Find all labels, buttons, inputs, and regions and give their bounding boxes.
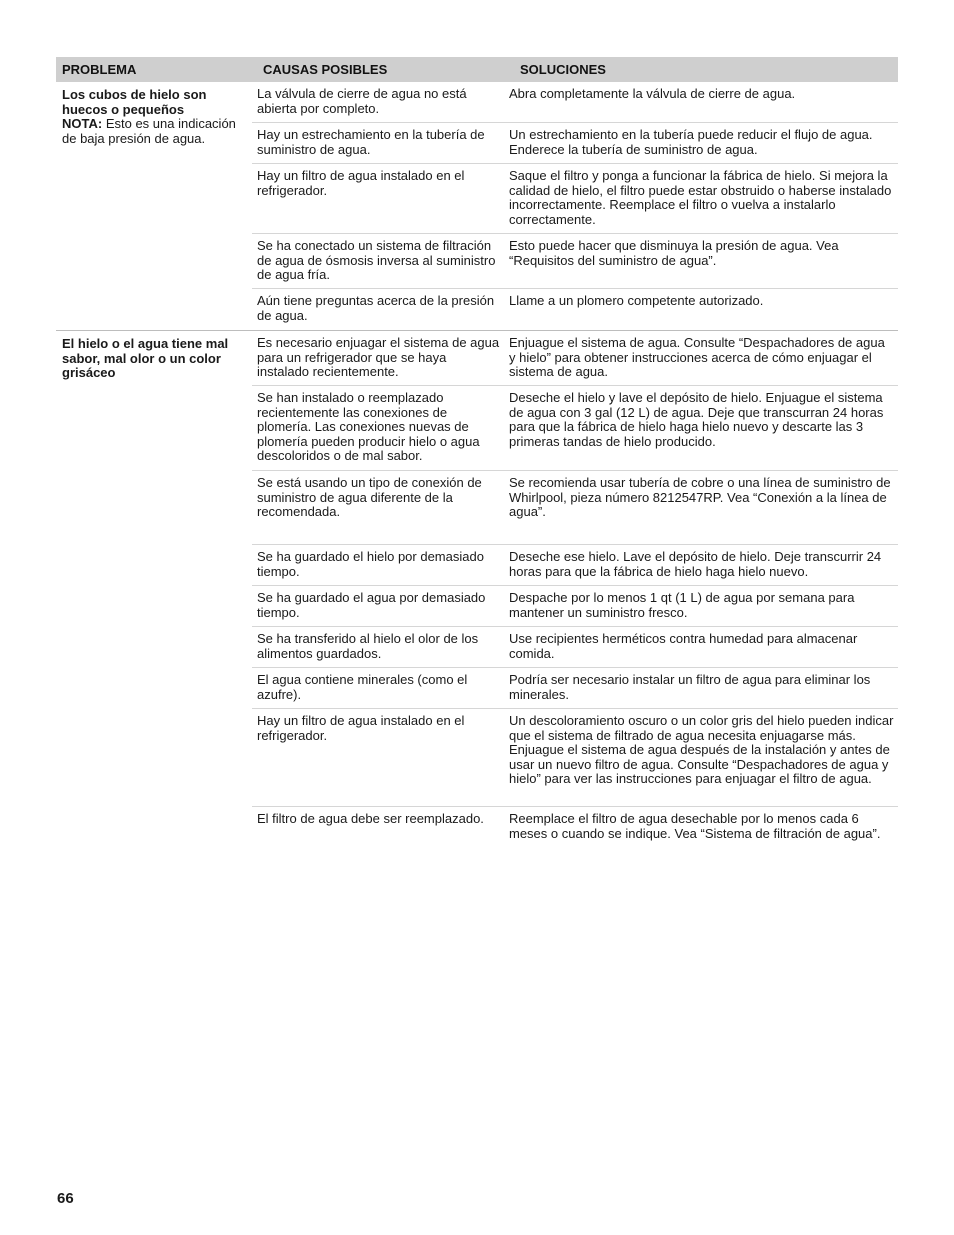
header-soluciones: SOLUCIONES xyxy=(520,62,606,77)
cause-solution-rows xyxy=(252,82,898,330)
table-row xyxy=(252,386,898,471)
solution-cell: Reemplace el filtro de agua desechable por lo menos cada 6 meses o cuando se indique. Vea “Sistema de filtración de agua”. xyxy=(509,811,881,841)
table-row xyxy=(252,123,898,164)
solution-cell: Un estrechamiento en la tubería puede reducir el flujo de agua. Enderece la tubería de suministro de agua. xyxy=(509,127,873,157)
solution-cell: Use recipientes herméticos contra humedad para almacenar comida. xyxy=(509,631,858,661)
table-header xyxy=(56,57,898,82)
solution-cell: Deseche ese hielo. Lave el depósito de hielo. Deje transcurrir 24 horas para que la fábrica de hielo haga hielo nuevo. xyxy=(509,549,882,579)
page-number: 66 xyxy=(57,1190,74,1207)
solution-cell: Enjuague el sistema de agua. Consulte “Despachadores de agua y hielo” para obtener instrucciones acerca de cómo enjuagar el sistema de agua. xyxy=(509,335,885,380)
solution-cell: Despache por lo menos 1 qt (1 L) de agua por semana para mantener un suministro fresco. xyxy=(509,590,855,620)
troubleshooting-table xyxy=(56,57,898,863)
solution-cell: Deseche el hielo y lave el depósito de hielo. Enjuague el sistema de agua con 3 gal (12 L) de agua. Deje que transcurran 24 horas para que la fábrica de hielo haga hielo nuevo y descarte las 3 primeras tandas de hielo producido. xyxy=(509,390,884,449)
table-row xyxy=(252,668,898,709)
problem-cell xyxy=(56,82,252,330)
problem-title: Los cubos de hielo son huecos o pequeños xyxy=(62,87,207,117)
table-row xyxy=(252,331,898,386)
solution-cell: Podría ser necesario instalar un filtro de agua para eliminar los minerales. xyxy=(509,672,871,702)
cause-cell: Se ha guardado el hielo por demasiado tiempo. xyxy=(257,549,484,579)
problem-cell xyxy=(56,331,252,863)
table-row xyxy=(252,807,898,863)
note-label: NOTA: xyxy=(62,116,103,132)
cause-cell: El filtro de agua debe ser reemplazado. xyxy=(257,811,484,826)
table-row xyxy=(252,234,898,289)
problem-title: El hielo o el agua tiene mal sabor, mal olor o un color grisáceo xyxy=(62,336,229,381)
table-row xyxy=(252,164,898,234)
note-text: Esto es una indicación de baja presión de agua. xyxy=(62,116,236,146)
header-causas: CAUSAS POSIBLES xyxy=(263,62,388,77)
table-row xyxy=(252,709,898,807)
solution-cell: Un descoloramiento oscuro o un color gris del hielo pueden indicar que el sistema de filtrado de agua necesita enjuagarse más. Enjuague el sistema de agua después de la instalación y antes de usar un nuevo filtro de agua. Consulte “Despachadores de agua y hielo” para ver las instrucciones para enjuagar el filtro de agua. xyxy=(509,713,894,787)
cause-cell: La válvula de cierre de agua no está abierta por completo. xyxy=(257,86,467,116)
cause-cell: Se está usando un tipo de conexión de suministro de agua diferente de la recomendada. xyxy=(257,475,482,520)
cause-cell: Se han instalado o reemplazado recientemente las conexiones de plomería. Las conexiones nuevas de plomería pueden producir hielo o agua descoloridos o de mal sabor. xyxy=(257,390,480,464)
cause-cell: Hay un estrechamiento en la tubería de suministro de agua. xyxy=(257,127,485,157)
solution-cell: Se recomienda usar tubería de cobre o una línea de suministro de Whirlpool, pieza número 8212547RP. Vea “Conexión a la línea de agua”. xyxy=(509,475,891,520)
cause-cell: Se ha conectado un sistema de filtración de agua de ósmosis inversa al suministro de agua fría. xyxy=(257,238,496,283)
cause-cell: Se ha guardado el agua por demasiado tiempo. xyxy=(257,590,486,620)
table-row xyxy=(252,289,898,330)
cause-cell: Aún tiene preguntas acerca de la presión de agua. xyxy=(257,293,495,323)
cause-cell: Es necesario enjuagar el sistema de agua para un refrigerador que se haya instalado recientemente. xyxy=(257,335,500,380)
header-problema: PROBLEMA xyxy=(62,62,137,77)
table-row xyxy=(252,471,898,545)
solution-cell: Abra completamente la válvula de cierre de agua. xyxy=(509,86,796,101)
problem-group-bad-taste xyxy=(56,331,898,863)
cause-solution-rows xyxy=(252,331,898,863)
table-row xyxy=(252,545,898,586)
cause-cell: Se ha transferido al hielo el olor de los alimentos guardados. xyxy=(257,631,479,661)
cause-cell: El agua contiene minerales (como el azufre). xyxy=(257,672,468,702)
solution-cell: Saque el filtro y ponga a funcionar la fábrica de hielo. Si mejora la calidad de hielo, el filtro puede estar obstruido o haberse instalado incorrectamente. Reemplace el filtro o vuelva a instalarlo correctamente. xyxy=(509,168,892,227)
cause-cell: Hay un filtro de agua instalado en el refrigerador. xyxy=(257,713,465,743)
solution-cell: Esto puede hacer que disminuya la presión de agua. Vea “Requisitos del suministro de agua”. xyxy=(509,238,839,268)
cause-cell: Hay un filtro de agua instalado en el refrigerador. xyxy=(257,168,465,198)
solution-cell: Llame a un plomero competente autorizado. xyxy=(509,293,764,308)
table-row xyxy=(252,586,898,627)
table-row xyxy=(252,627,898,668)
problem-group-hollow-cubes xyxy=(56,82,898,331)
table-row xyxy=(252,82,898,123)
